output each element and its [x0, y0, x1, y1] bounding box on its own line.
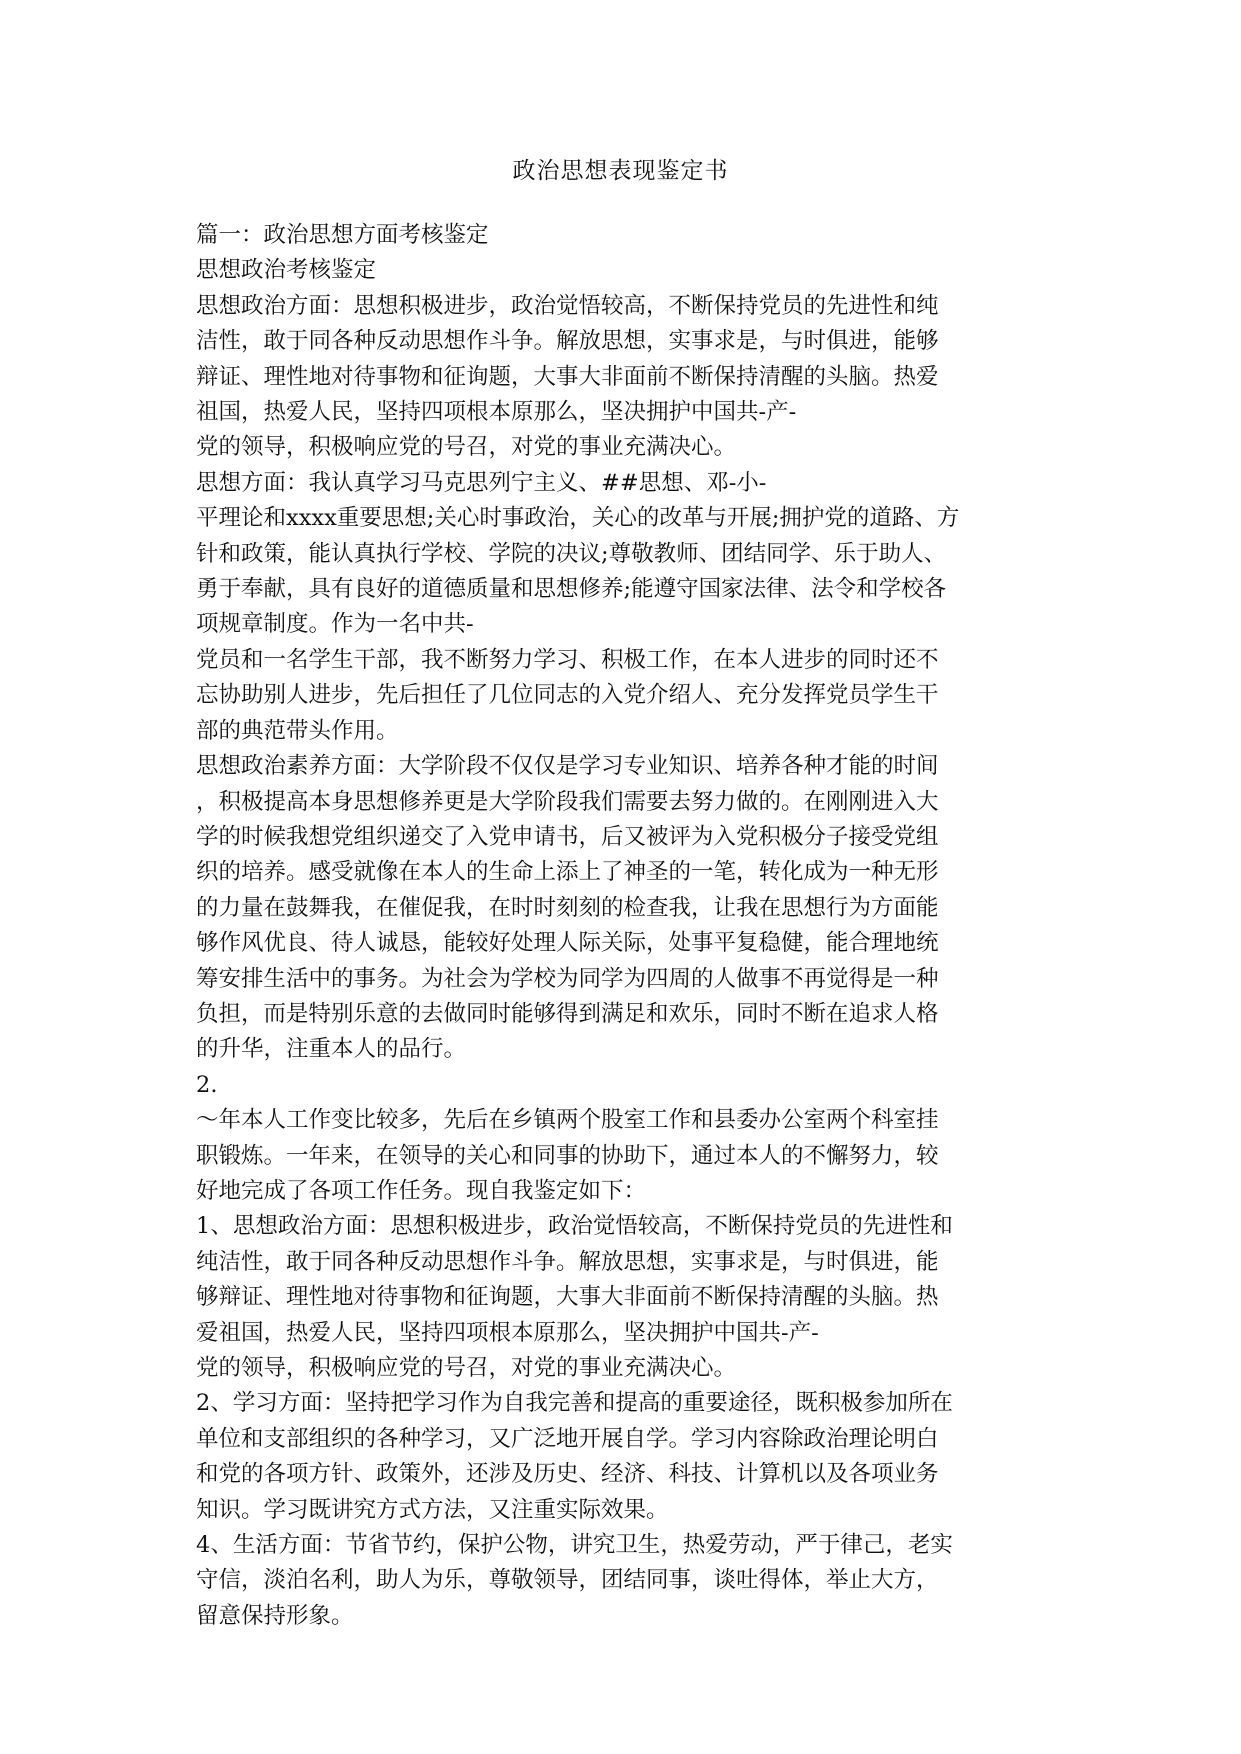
body-line: 2. [196, 1071, 218, 1098]
body-line: 部的典范带头作用。 [196, 717, 399, 744]
body-line: 留意保持形象。 [196, 1602, 354, 1629]
body-line: 党员和一名学生干部，我不断努力学习、积极工作，在本人进步的同时还不 [196, 646, 939, 673]
body-line: 忘协助别人进步，先后担任了几位同志的入党介绍人、充分发挥党员学生干 [196, 682, 939, 709]
body-line: ，积极提高本身思想修养更是大学阶段我们需要去努力做的。在刚刚进入大 [196, 788, 939, 815]
body-line: 2、学习方面：坚持把学习作为自我完善和提高的重要途径，既积极参加所在 [196, 1390, 953, 1417]
body-line: 项规章制度。作为一名中共- [196, 611, 474, 638]
body-line: 思想方面：我认真学习马克思列宁主义、##思想、邓-小- [196, 469, 767, 496]
body-line: 平理论和xxxx重要思想;关心时事政治，关心的改革与开展;拥护党的道路、方 [196, 505, 960, 532]
body-line: 织的培养。感受就像在本人的生命上添上了神圣的一笔，转化成为一种无形 [196, 859, 939, 886]
body-line: 单位和支部组织的各种学习，又广泛地开展自学。学习内容除政治理论明白 [196, 1425, 939, 1452]
body-line: 知识。学习既讲究方式方法，又注重实际效果。 [196, 1496, 669, 1523]
body-line: 和党的各项方针、政策外，还涉及历史、经济、科技、计算机以及各项业务 [196, 1461, 939, 1488]
body-line: 辩证、理性地对待事物和征询题，大事大非面前不断保持清醒的头脑。热爱 [196, 363, 939, 390]
body-line: 1、思想政治方面：思想积极进步，政治觉悟较高，不断保持党员的先进性和 [196, 1213, 953, 1240]
body-line: 的升华，注重本人的品行。 [196, 1036, 467, 1063]
body-line: 篇一：政治思想方面考核鉴定 [196, 222, 489, 248]
body-line: 党的领导，积极响应党的号召，对党的事业充满决心。 [196, 1355, 737, 1381]
body-line: 好地完成了各项工作任务。现自我鉴定如下： [196, 1177, 647, 1204]
body-line: 4、生活方面：节省节约，保护公物，讲究卫生，热爱劳动，严于律己，老实 [196, 1532, 953, 1559]
body-line: 思想政治素养方面：大学阶段不仅仅是学习专业知识、培养各种才能的时间 [196, 753, 939, 780]
body-line: 思想政治考核鉴定 [196, 257, 377, 284]
body-line: 够作风优良、待人诚恳，能较好处理人际关际，处事平复稳健，能合理地统 [196, 930, 939, 957]
body-line: 负担，而是特别乐意的去做同时能够得到满足和欢乐，同时不断在追求人格 [196, 1000, 939, 1027]
body-line: 爱祖国，热爱人民，坚持四项根本原那么，坚决拥护中国共-产- [196, 1319, 819, 1346]
body-line: 党的领导，积极响应党的号召，对党的事业充满决心。 [196, 434, 737, 461]
document-title: 政治思想表现鉴定书 [512, 158, 729, 184]
body-line: 勇于奉献，具有良好的道德质量和思想修养;能遵守国家法律、法令和学校各 [196, 576, 947, 603]
body-line: 守信，淡泊名利，助人为乐，尊敬领导，团结同事，谈吐得体，举止大方， [196, 1567, 939, 1594]
body-line: 的力量在鼓舞我，在催促我，在时时刻刻的检查我，让我在思想行为方面能 [196, 894, 939, 921]
body-line: 祖国，热爱人民，坚持四项根本原那么，坚决拥护中国共-产- [196, 399, 797, 426]
body-line: 筹安排生活中的事务。为社会为学校为同学为四周的人做事不再觉得是一种 [196, 965, 939, 992]
body-line: 洁性，敢于同各种反动思想作斗争。解放思想，实事求是，与时俱进，能够 [196, 328, 939, 355]
body-line: 够辩证、理性地对待事物和征询题，大事大非面前不断保持清醒的头脑。热 [196, 1284, 939, 1311]
body-line: 职锻炼。一年来，在领导的关心和同事的协助下，通过本人的不懈努力，较 [196, 1142, 939, 1169]
document-body [196, 218, 1046, 1634]
body-line: 针和政策，能认真执行学校、学院的决议;尊敬教师、团结同学、乐于助人、 [196, 540, 947, 567]
body-line: 纯洁性，敢于同各种反动思想作斗争。解放思想，实事求是，与时俱进，能 [196, 1248, 939, 1275]
body-line: ～年本人工作变比较多，先后在乡镇两个股室工作和县委办公室两个科室挂 [196, 1107, 939, 1134]
body-line: 思想政治方面：思想积极进步，政治觉悟较高，不断保持党员的先进性和纯 [196, 292, 939, 319]
body-line: 学的时候我想党组织递交了入党申请书，后又被评为入党积极分子接受党组 [196, 823, 939, 850]
